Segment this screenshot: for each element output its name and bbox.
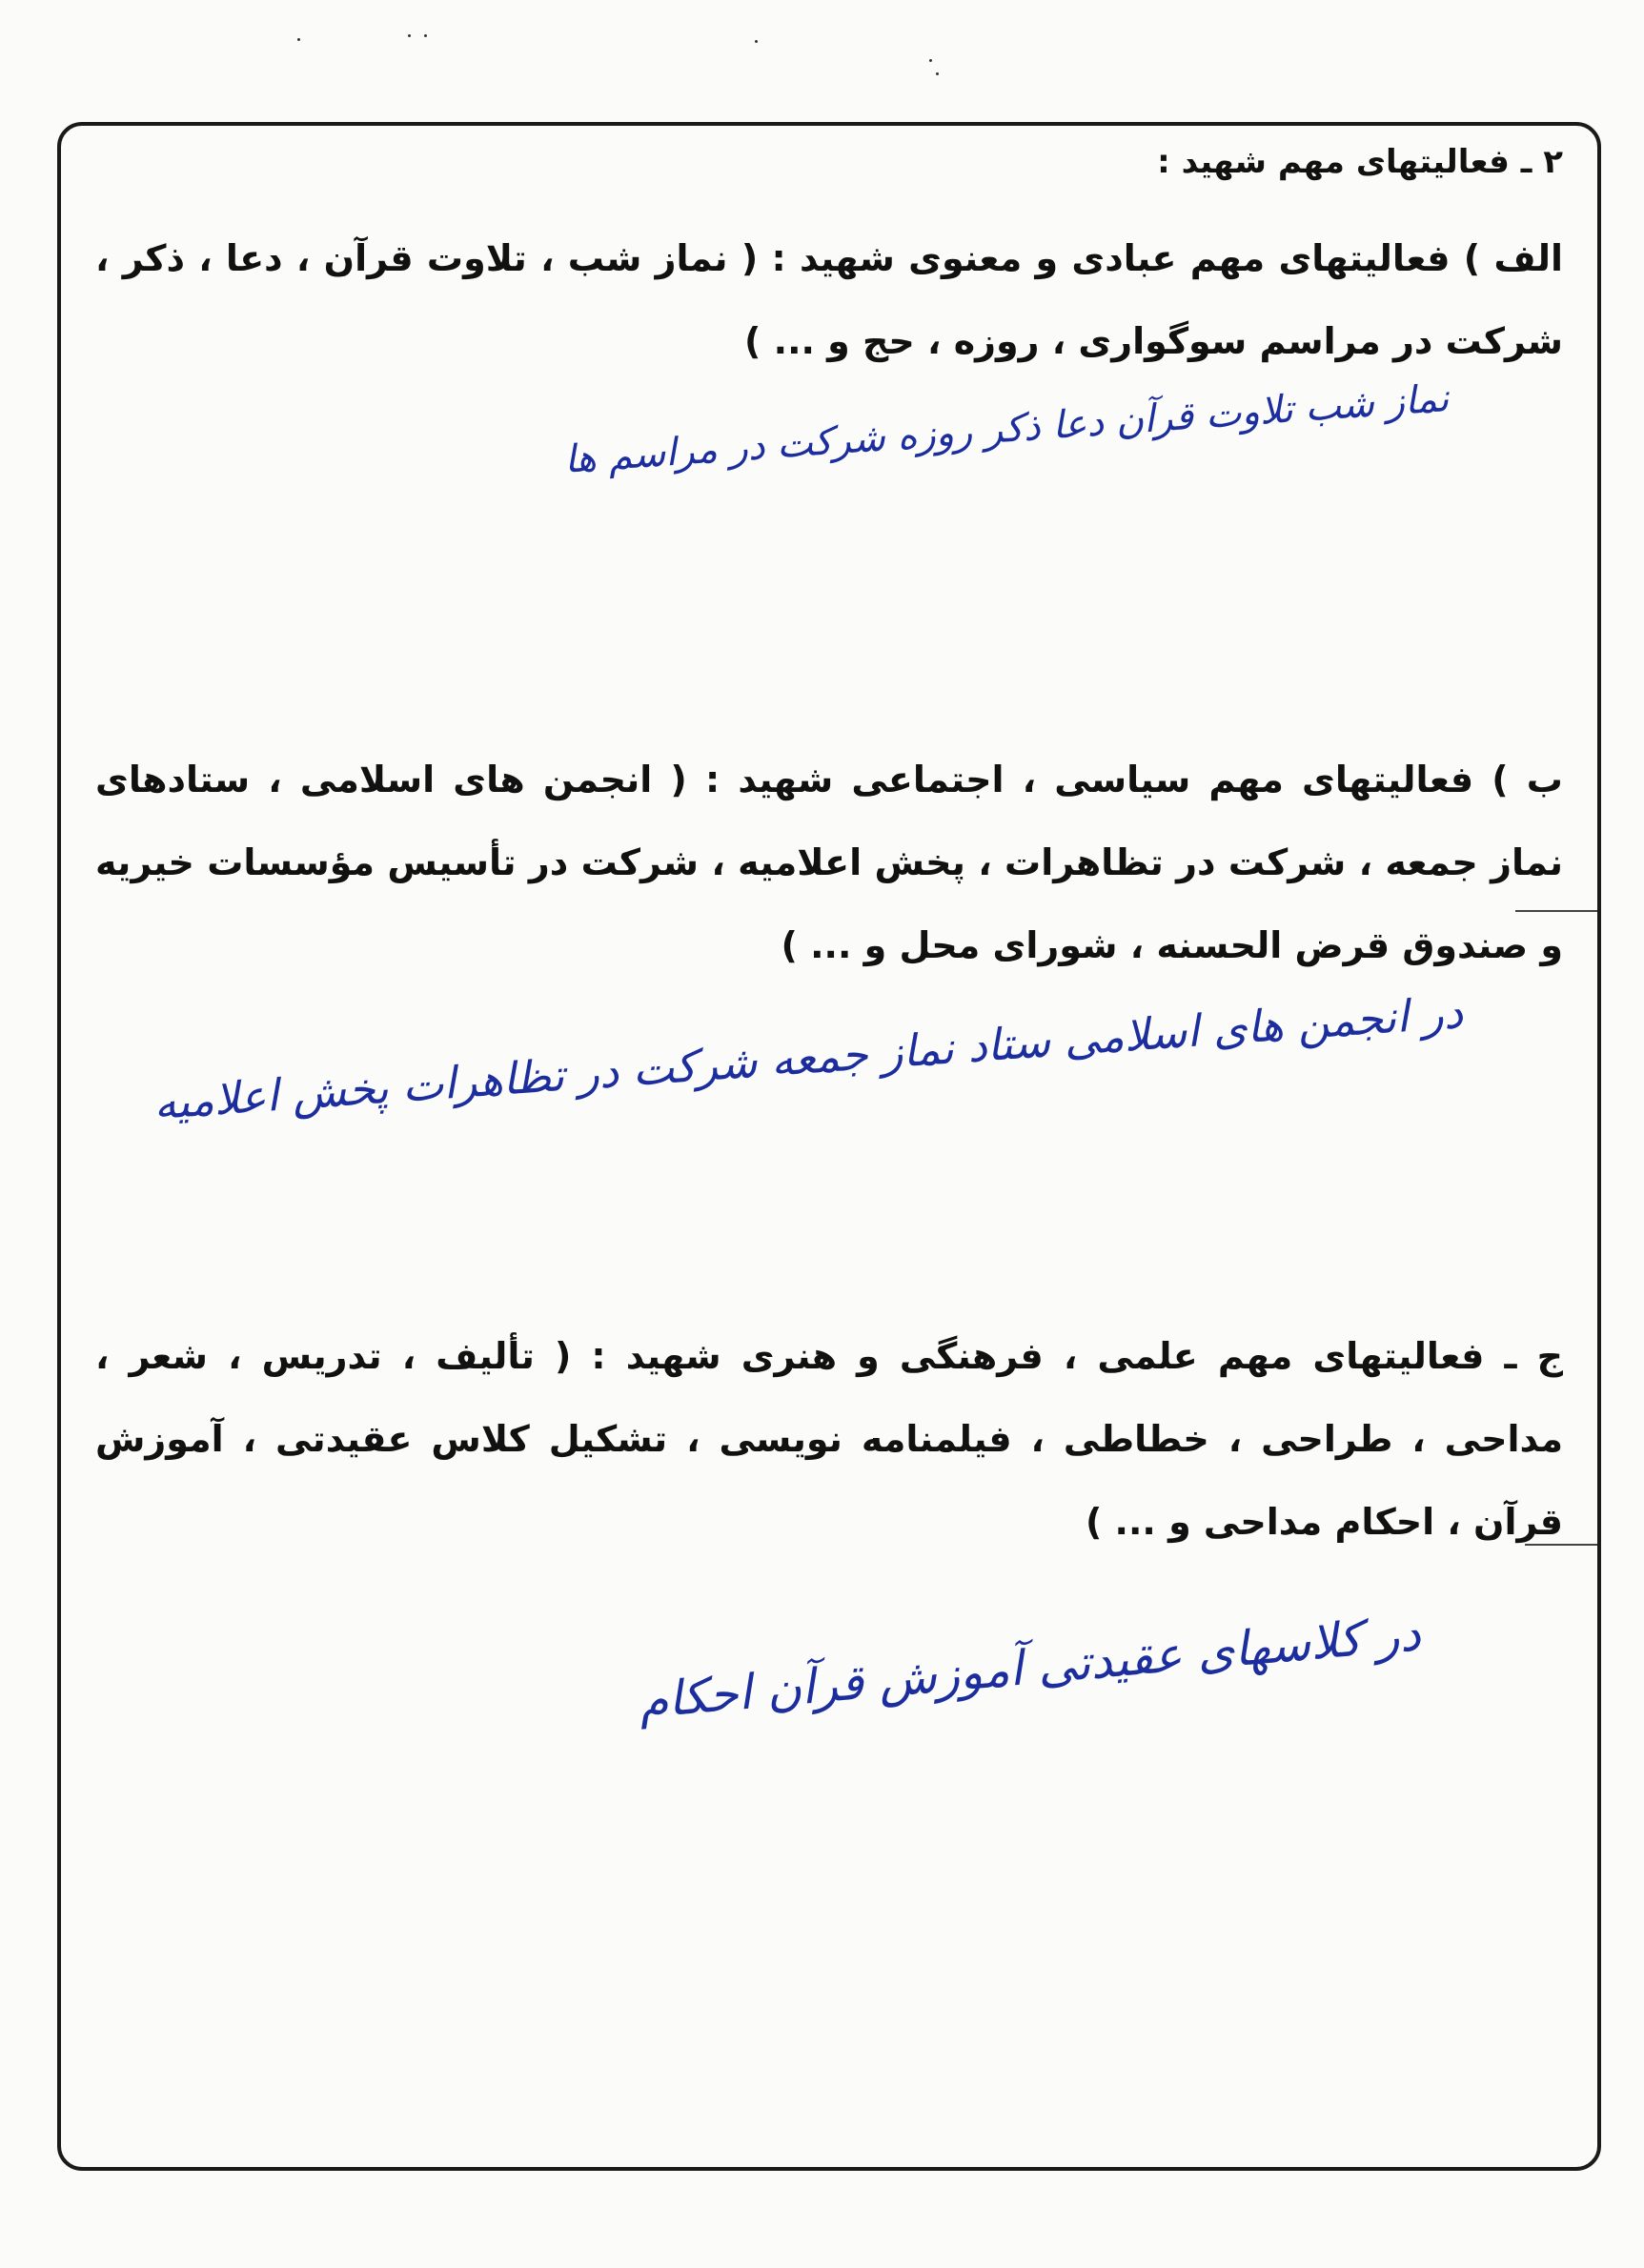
section-b-answer: در انجمن های اسلامی ستاد نماز جمعه شرکت در تظاهرات پخش اعلامیه [152, 986, 1465, 1129]
scan-speck [408, 34, 411, 37]
section-c-question: ج ـ فعالیتهای مهم علمی ، فرهنگی و هنری شهید : ( تألیف ، تدریس ، شعر ، مداحی ، طراحی ، خطاطی ، فیلمنامه نویسی ، تشکیل کلاس عقیدتی ، آموزش قرآن ، احکام مداحی و ... ) [95, 1335, 1563, 1543]
section-c-answer: در کلاسهای عقیدتی آموزش قرآن احکام [636, 1606, 1423, 1730]
scan-speck [929, 59, 932, 62]
scan-speck [936, 72, 939, 75]
scan-speck [755, 40, 758, 43]
scan-speck [424, 34, 427, 37]
section-b-question: ب ) فعالیتهای مهم سیاسی ، اجتماعی شهید : ( انجمن های اسلامی ، ستادهای نماز جمعه ، شرکت در تظاهرات ، پخش اعلامیه ، شرکت در تأسیس مؤسسات خیریه و صندوق قرض الحسنه ، شورای محل و ... ) [95, 759, 1563, 966]
section-a-answer: نماز شب تلاوت قرآن دعا ذکر روزه شرکت در مراسم ها [562, 376, 1451, 482]
scan-speck [297, 38, 300, 41]
section-a-question: الف ) فعالیتهای مهم عبادی و معنوی شهید : ( نماز شب ، تلاوت قرآن ، دعا ، ذکر ، شرکت در مراسم سوگواری ، روزه ، حج و ... ) [95, 237, 1563, 362]
page-heading: ۲ ـ فعالیتهای مهم شهید : [1157, 143, 1563, 181]
